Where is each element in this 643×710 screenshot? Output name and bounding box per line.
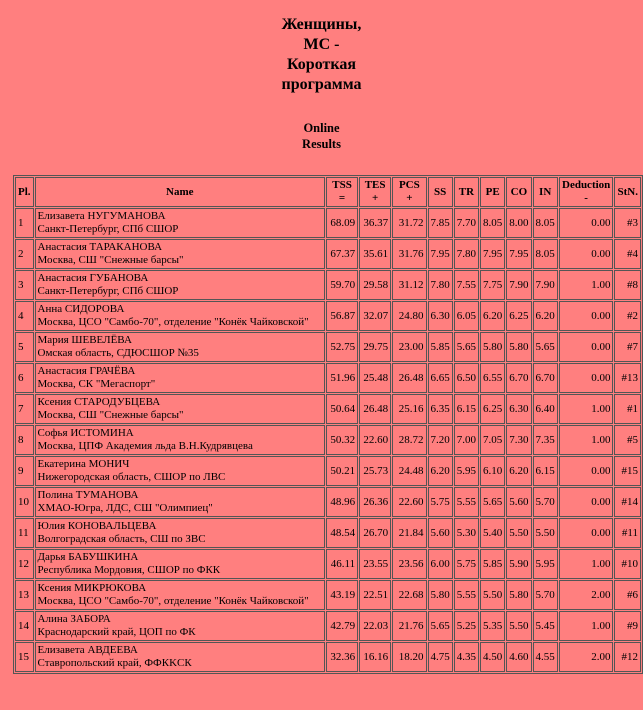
ss-cell: 5.65 [428, 611, 453, 641]
tr-cell: 5.25 [454, 611, 479, 641]
ss-cell: 7.85 [428, 208, 453, 238]
pcs-cell: 31.76 [392, 239, 426, 269]
table-row [15, 487, 641, 517]
ss-cell: 4.75 [428, 642, 453, 672]
tr-cell: 5.55 [454, 487, 479, 517]
ss-cell: 6.35 [428, 394, 453, 424]
table-row [15, 518, 641, 548]
place-cell: 11 [15, 518, 34, 548]
deduction-cell: 0.00 [559, 208, 614, 238]
tss-cell: 56.87 [326, 301, 358, 331]
place-cell: 6 [15, 363, 34, 393]
pcs-cell: 21.76 [392, 611, 426, 641]
subtitle-line: Results [302, 137, 341, 151]
place-cell: 10 [15, 487, 34, 517]
tes-cell: 26.48 [359, 394, 391, 424]
deduction-cell: 0.00 [559, 456, 614, 486]
co-cell: 5.80 [506, 580, 531, 610]
header-pe: PE [480, 177, 505, 207]
header-deduction-sign: - [584, 192, 588, 204]
tr-cell: 7.70 [454, 208, 479, 238]
athlete-cell [35, 270, 326, 300]
athlete-name: Дарья БАБУШКИНА [37, 551, 139, 563]
pe-cell: 6.10 [480, 456, 505, 486]
table-row [15, 549, 641, 579]
athlete-club: Санкт-Петербург, СПб СШОР [37, 285, 179, 297]
athlete-name: Полина ТУМАНОВА [37, 489, 139, 501]
tr-cell: 5.30 [454, 518, 479, 548]
start-number-cell: #5 [614, 425, 641, 455]
title-line: программа [281, 76, 362, 93]
place-cell: 14 [15, 611, 34, 641]
pcs-cell: 22.68 [392, 580, 426, 610]
tes-cell: 22.51 [359, 580, 391, 610]
athlete-name: Анастасия ТАРАКАНОВА [37, 241, 163, 253]
athlete-club: Республика Мордовия, СШОР по ФКК [37, 564, 221, 576]
start-number-cell: #12 [614, 642, 641, 672]
tes-cell: 22.60 [359, 425, 391, 455]
tes-cell: 25.48 [359, 363, 391, 393]
deduction-cell: 0.00 [559, 518, 614, 548]
page-title [0, 15, 643, 95]
co-cell: 6.20 [506, 456, 531, 486]
athlete-name: Мария ШЕВЕЛЁВА [37, 334, 132, 346]
tes-cell: 32.07 [359, 301, 391, 331]
table-row [15, 301, 641, 331]
pcs-cell: 28.72 [392, 425, 426, 455]
tr-cell: 5.65 [454, 332, 479, 362]
tr-cell: 4.35 [454, 642, 479, 672]
deduction-cell: 2.00 [559, 642, 614, 672]
athlete-cell [35, 394, 326, 424]
athlete-name: Екатерина МОНИЧ [37, 458, 130, 470]
header-tss [326, 177, 358, 207]
ss-cell: 5.60 [428, 518, 453, 548]
deduction-cell: 1.00 [559, 611, 614, 641]
athlete-club: Санкт-Петербург, СПб СШОР [37, 223, 179, 235]
pe-cell: 5.40 [480, 518, 505, 548]
tes-cell: 26.36 [359, 487, 391, 517]
results-table [13, 175, 643, 674]
tr-cell: 6.05 [454, 301, 479, 331]
co-cell: 5.80 [506, 332, 531, 362]
in-cell: 7.90 [533, 270, 558, 300]
pe-cell: 6.20 [480, 301, 505, 331]
deduction-cell: 0.00 [559, 363, 614, 393]
place-cell: 13 [15, 580, 34, 610]
athlete-club: Нижегородская область, СШОР по ЛВС [37, 471, 226, 483]
athlete-cell [35, 363, 326, 393]
place-cell: 1 [15, 208, 34, 238]
athlete-name: Анастасия ГУБАНОВА [37, 272, 149, 284]
deduction-cell: 0.00 [559, 487, 614, 517]
pe-cell: 5.85 [480, 549, 505, 579]
tes-cell: 22.03 [359, 611, 391, 641]
tss-cell: 50.21 [326, 456, 358, 486]
header-co: CO [506, 177, 531, 207]
athlete-name: Ксения МИКРЮКОВА [37, 582, 147, 594]
tss-cell: 67.37 [326, 239, 358, 269]
header-deduction-label: Deduction [562, 179, 611, 191]
athlete-club: Москва, ЦПФ Академия льда В.Н.Кудрявцева [37, 440, 253, 452]
place-cell: 7 [15, 394, 34, 424]
header-name: Name [35, 177, 326, 207]
athlete-cell [35, 642, 326, 672]
pcs-cell: 24.48 [392, 456, 426, 486]
ss-cell: 6.20 [428, 456, 453, 486]
athlete-cell [35, 549, 326, 579]
in-cell: 6.40 [533, 394, 558, 424]
tss-cell: 50.64 [326, 394, 358, 424]
ss-cell: 5.80 [428, 580, 453, 610]
header-pcs [392, 177, 426, 207]
pe-cell: 5.65 [480, 487, 505, 517]
header-ss: SS [428, 177, 453, 207]
tr-cell: 5.75 [454, 549, 479, 579]
tes-cell: 29.75 [359, 332, 391, 362]
header-tr: TR [454, 177, 479, 207]
athlete-club: Ставропольский край, ФФКKСК [37, 657, 192, 669]
tes-cell: 25.73 [359, 456, 391, 486]
header-tes [359, 177, 391, 207]
athlete-name: Елизавета АВДЕЕВА [37, 644, 138, 656]
pe-cell: 6.25 [480, 394, 505, 424]
athlete-club: Краснодарский край, ЦОП по ФК [37, 626, 196, 638]
deduction-cell: 1.00 [559, 425, 614, 455]
co-cell: 5.50 [506, 611, 531, 641]
in-cell: 5.95 [533, 549, 558, 579]
deduction-cell: 0.00 [559, 239, 614, 269]
athlete-cell [35, 208, 326, 238]
co-cell: 8.00 [506, 208, 531, 238]
start-number-cell: #6 [614, 580, 641, 610]
header-tss-label: TSS [332, 179, 352, 191]
table-row [15, 208, 641, 238]
deduction-cell: 1.00 [559, 394, 614, 424]
start-number-cell: #3 [614, 208, 641, 238]
pcs-cell: 31.12 [392, 270, 426, 300]
athlete-club: Москва, СК "Мегаспорт" [37, 378, 156, 390]
athlete-name: Алина ЗАБОРА [37, 613, 111, 625]
pe-cell: 8.05 [480, 208, 505, 238]
tes-cell: 35.61 [359, 239, 391, 269]
start-number-cell: #13 [614, 363, 641, 393]
co-cell: 6.30 [506, 394, 531, 424]
table-row [15, 270, 641, 300]
athlete-name: Елизавета НУГУМАНОВА [37, 210, 166, 222]
place-cell: 3 [15, 270, 34, 300]
pe-cell: 7.95 [480, 239, 505, 269]
athlete-cell [35, 456, 326, 486]
place-cell: 5 [15, 332, 34, 362]
tes-cell: 16.16 [359, 642, 391, 672]
table-row [15, 456, 641, 486]
co-cell: 6.25 [506, 301, 531, 331]
in-cell: 5.45 [533, 611, 558, 641]
in-cell: 6.70 [533, 363, 558, 393]
in-cell: 5.65 [533, 332, 558, 362]
table-row [15, 394, 641, 424]
co-cell: 6.70 [506, 363, 531, 393]
pcs-cell: 18.20 [392, 642, 426, 672]
athlete-club: Волгоградская область, СШ по ЗВС [37, 533, 206, 545]
athlete-name: Софья ИСТОМИНА [37, 427, 134, 439]
in-cell: 5.70 [533, 580, 558, 610]
table-row [15, 642, 641, 672]
tr-cell: 7.80 [454, 239, 479, 269]
in-cell: 5.50 [533, 518, 558, 548]
table-row [15, 611, 641, 641]
header-start-number: StN. [614, 177, 641, 207]
deduction-cell: 0.00 [559, 332, 614, 362]
athlete-club: ХМАО-Югра, ЛДС, СШ "Олимпиец" [37, 502, 213, 514]
pe-cell: 7.05 [480, 425, 505, 455]
tss-cell: 48.96 [326, 487, 358, 517]
tss-cell: 68.09 [326, 208, 358, 238]
start-number-cell: #4 [614, 239, 641, 269]
tss-cell: 43.19 [326, 580, 358, 610]
in-cell: 8.05 [533, 239, 558, 269]
in-cell: 5.70 [533, 487, 558, 517]
athlete-club: Москва, СШ "Снежные барсы" [37, 409, 184, 421]
title-line: Женщины, [281, 16, 362, 33]
in-cell: 6.15 [533, 456, 558, 486]
place-cell: 12 [15, 549, 34, 579]
table-row [15, 332, 641, 362]
table-header-row [15, 177, 641, 207]
table-row [15, 425, 641, 455]
tss-cell: 51.96 [326, 363, 358, 393]
athlete-club: Москва, ЦСО "Самбо-70", отделение "Конёк Чайковской" [37, 316, 309, 328]
co-cell: 5.60 [506, 487, 531, 517]
header-tes-sign: + [371, 192, 379, 204]
tr-cell: 6.15 [454, 394, 479, 424]
table-body [15, 208, 641, 672]
start-number-cell: #1 [614, 394, 641, 424]
tes-cell: 23.55 [359, 549, 391, 579]
athlete-club: Москва, ЦСО "Самбо-70", отделение "Конёк Чайковской" [37, 595, 309, 607]
ss-cell: 6.65 [428, 363, 453, 393]
start-number-cell: #11 [614, 518, 641, 548]
ss-cell: 5.75 [428, 487, 453, 517]
co-cell: 5.90 [506, 549, 531, 579]
tr-cell: 7.55 [454, 270, 479, 300]
athlete-cell [35, 332, 326, 362]
in-cell: 6.20 [533, 301, 558, 331]
ss-cell: 6.00 [428, 549, 453, 579]
place-cell: 2 [15, 239, 34, 269]
tes-cell: 26.70 [359, 518, 391, 548]
tss-cell: 50.32 [326, 425, 358, 455]
athlete-name: Ксения СТАРОДУБЦЕВА [37, 396, 161, 408]
in-cell: 4.55 [533, 642, 558, 672]
pcs-cell: 25.16 [392, 394, 426, 424]
athlete-cell [35, 487, 326, 517]
place-cell: 8 [15, 425, 34, 455]
table-row [15, 363, 641, 393]
page-subtitle [0, 120, 643, 152]
athlete-name: Юлия КОНОВАЛЬЦЕВА [37, 520, 157, 532]
ss-cell: 7.95 [428, 239, 453, 269]
pcs-cell: 24.80 [392, 301, 426, 331]
tr-cell: 5.55 [454, 580, 479, 610]
ss-cell: 7.80 [428, 270, 453, 300]
start-number-cell: #8 [614, 270, 641, 300]
header-pcs-label: PCS [398, 179, 420, 191]
athlete-cell [35, 580, 326, 610]
pe-cell: 5.80 [480, 332, 505, 362]
athlete-name: Анастасия ГРАЧЁВА [37, 365, 136, 377]
athlete-name: Анна СИДОРОВА [37, 303, 125, 315]
tss-cell: 48.54 [326, 518, 358, 548]
tr-cell: 5.95 [454, 456, 479, 486]
ss-cell: 7.20 [428, 425, 453, 455]
athlete-cell [35, 425, 326, 455]
header-pcs-sign: + [406, 192, 413, 204]
ss-cell: 6.30 [428, 301, 453, 331]
start-number-cell: #2 [614, 301, 641, 331]
tes-cell: 29.58 [359, 270, 391, 300]
in-cell: 8.05 [533, 208, 558, 238]
pe-cell: 5.50 [480, 580, 505, 610]
pcs-cell: 22.60 [392, 487, 426, 517]
title-line: Короткая [287, 56, 356, 73]
pe-cell: 4.50 [480, 642, 505, 672]
deduction-cell: 2.00 [559, 580, 614, 610]
tss-cell: 59.70 [326, 270, 358, 300]
deduction-cell: 1.00 [559, 549, 614, 579]
athlete-cell [35, 301, 326, 331]
table-row [15, 239, 641, 269]
deduction-cell: 1.00 [559, 270, 614, 300]
pcs-cell: 31.72 [392, 208, 426, 238]
pcs-cell: 21.84 [392, 518, 426, 548]
deduction-cell: 0.00 [559, 301, 614, 331]
title-line: МС - [303, 36, 340, 53]
pcs-cell: 23.56 [392, 549, 426, 579]
start-number-cell: #10 [614, 549, 641, 579]
header-deduction [559, 177, 614, 207]
co-cell: 4.60 [506, 642, 531, 672]
athlete-club: Москва, СШ "Снежные барсы" [37, 254, 184, 266]
place-cell: 15 [15, 642, 34, 672]
co-cell: 7.30 [506, 425, 531, 455]
athlete-club: Омская область, СДЮСШОР №35 [37, 347, 199, 359]
tss-cell: 46.11 [326, 549, 358, 579]
tss-cell: 42.79 [326, 611, 358, 641]
place-cell: 9 [15, 456, 34, 486]
start-number-cell: #7 [614, 332, 641, 362]
co-cell: 7.95 [506, 239, 531, 269]
tss-cell: 32.36 [326, 642, 358, 672]
tes-cell: 36.37 [359, 208, 391, 238]
pe-cell: 7.75 [480, 270, 505, 300]
header-tss-sign: = [338, 192, 346, 204]
header-place: Pl. [15, 177, 34, 207]
tr-cell: 6.50 [454, 363, 479, 393]
athlete-cell [35, 239, 326, 269]
start-number-cell: #14 [614, 487, 641, 517]
athlete-cell [35, 611, 326, 641]
table-row [15, 580, 641, 610]
co-cell: 5.50 [506, 518, 531, 548]
athlete-cell [35, 518, 326, 548]
pe-cell: 6.55 [480, 363, 505, 393]
subtitle-line: Online [303, 121, 340, 135]
header-in: IN [533, 177, 558, 207]
ss-cell: 5.85 [428, 332, 453, 362]
place-cell: 4 [15, 301, 34, 331]
header-tes-label: TES [364, 179, 386, 191]
co-cell: 7.90 [506, 270, 531, 300]
start-number-cell: #9 [614, 611, 641, 641]
start-number-cell: #15 [614, 456, 641, 486]
tr-cell: 7.00 [454, 425, 479, 455]
pcs-cell: 26.48 [392, 363, 426, 393]
tss-cell: 52.75 [326, 332, 358, 362]
in-cell: 7.35 [533, 425, 558, 455]
pe-cell: 5.35 [480, 611, 505, 641]
pcs-cell: 23.00 [392, 332, 426, 362]
